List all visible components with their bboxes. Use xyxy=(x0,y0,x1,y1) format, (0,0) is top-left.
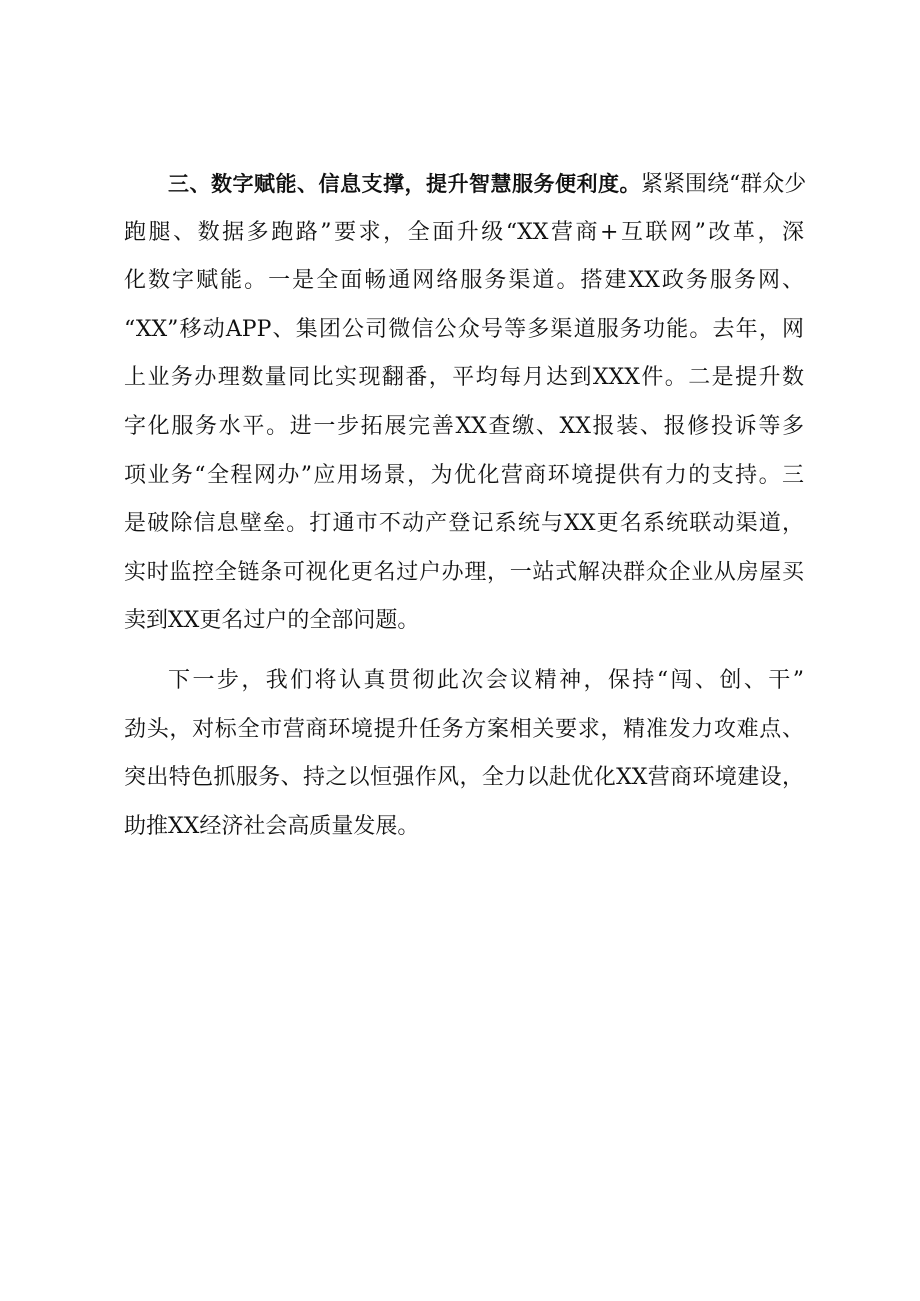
paragraph-line: 助推XX经济社会高质量发展。 xyxy=(124,813,420,839)
document-body xyxy=(124,160,807,862)
paragraph-line: 跑腿、数据多跑路”要求，全面升级“XX营商+互联网”改革，深 xyxy=(124,219,804,245)
paragraph-line: 下一步，我们将认真贯彻此次会议精神，保持“闯、创、干” xyxy=(168,667,804,693)
next-step-paragraph xyxy=(124,657,804,851)
paragraph-line: 突出特色抓服务、持之以恒强作风，全力以赴优化XX营商环境建设， xyxy=(124,765,804,791)
paragraph-line: 是破除信息壁垒。打通市不动产登记系统与XX更名系统联动渠道， xyxy=(124,511,804,537)
paragraph-line xyxy=(124,160,807,209)
paragraph-line: 上业务办理数量同比实现翻番，平均每月达到XXX件。二是提升数 xyxy=(124,365,804,391)
paragraph-line: 字化服务水平。进一步拓展完善XX查缴、XX报装、报修投诉等多 xyxy=(124,413,804,439)
paragraph-line: 劲头，对标全市营商环境提升任务方案相关要求，精准发力攻难点、 xyxy=(124,716,804,742)
section-3-paragraph xyxy=(124,160,807,646)
paragraph-line: “XX”移动APP、集团公司微信公众号等多渠道服务功能。去年，网 xyxy=(124,316,804,342)
paragraph-line: 实时监控全链条可视化更名过户办理，一站式解决群众企业从房屋买 xyxy=(124,559,804,585)
section-heading: 三、数字赋能、信息支撑，提升智慧服务便利度。 xyxy=(168,172,641,196)
paragraph-line: 卖到XX更名过户的全部问题。 xyxy=(124,608,420,634)
paragraph-text: 紧紧围绕“群众少 xyxy=(641,172,807,197)
paragraph-line: 化数字赋能。一是全面畅通网络服务渠道。搭建XX政务服务网、 xyxy=(124,268,804,294)
paragraph-line: 项业务“全程网办”应用场景，为优化营商环境提供有力的支持。三 xyxy=(124,462,804,488)
